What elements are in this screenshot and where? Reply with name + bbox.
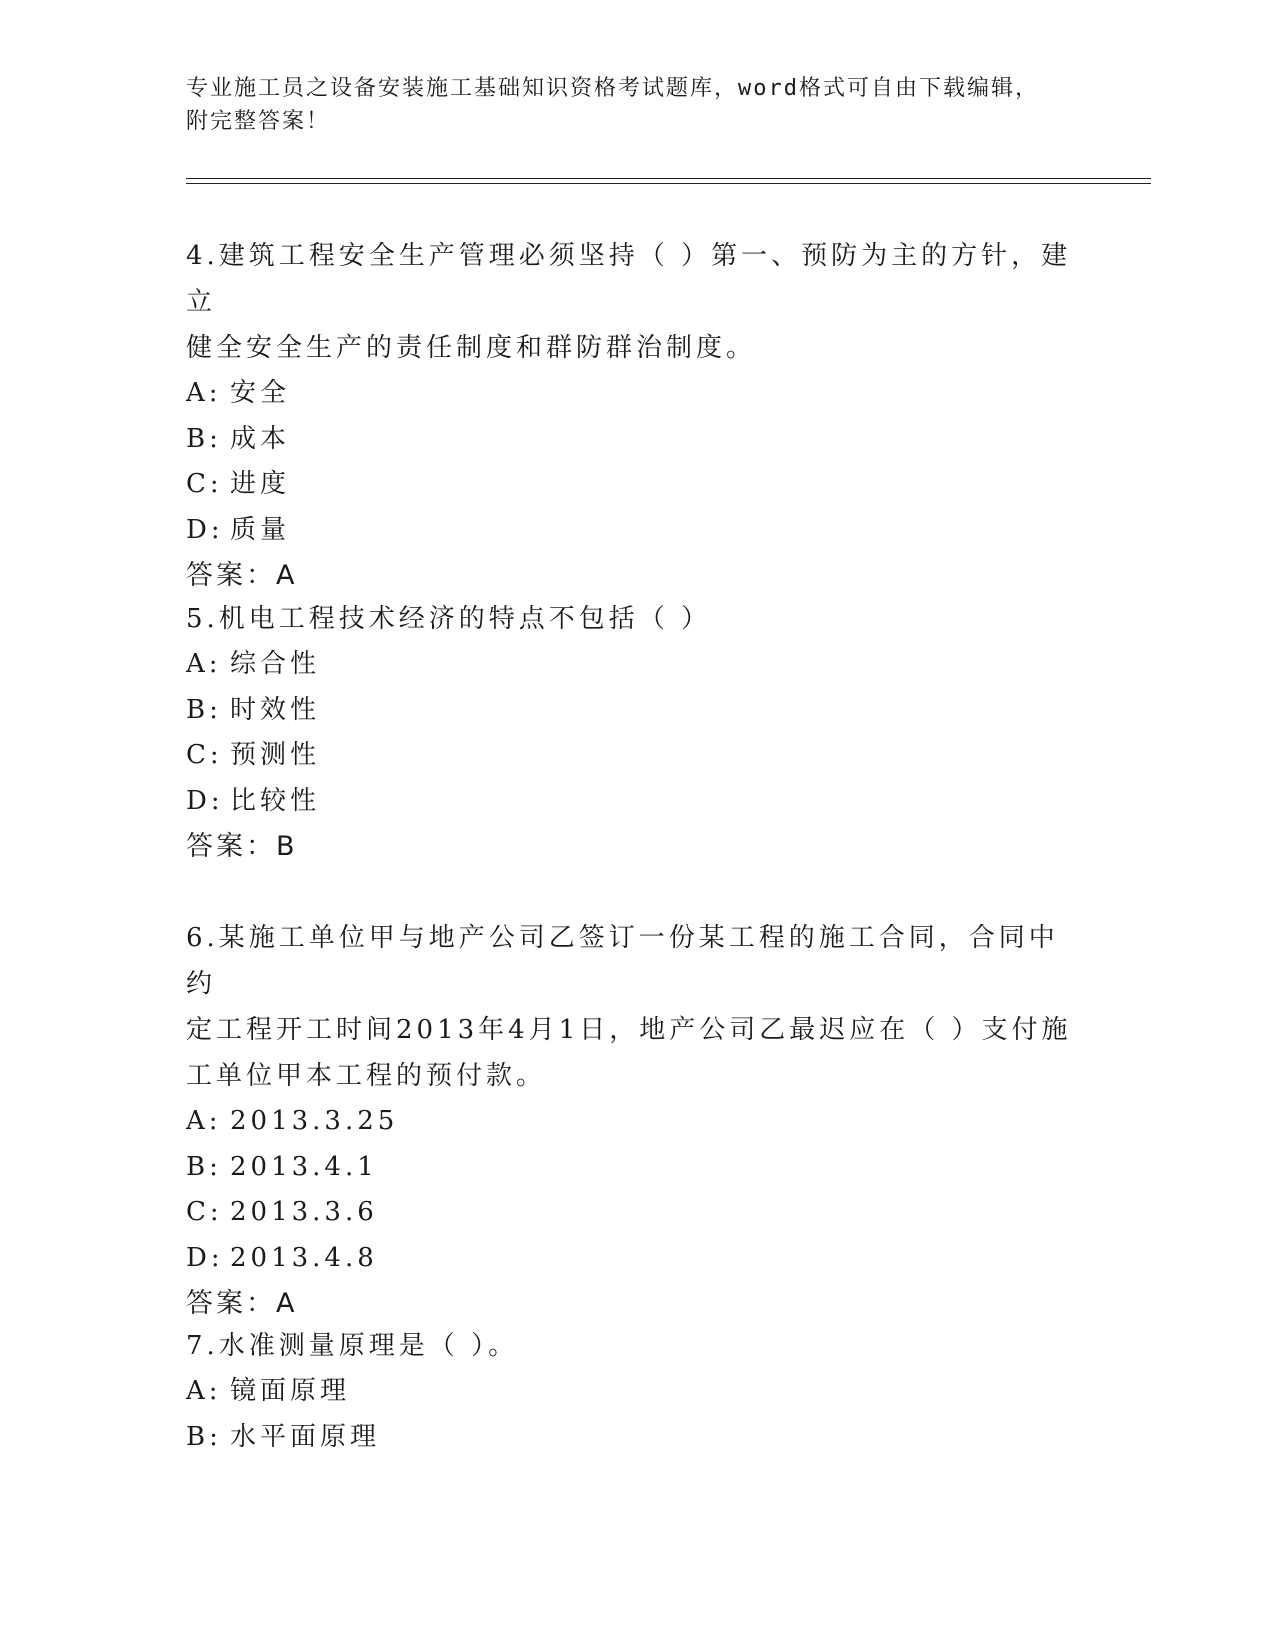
option-letter: A: <box>186 649 222 679</box>
option-letter: A: <box>186 378 222 408</box>
option-text: 比较性 <box>230 785 321 816</box>
question-stem-line: 定工程开工时间2013年4月1日，地产公司乙最迟应在（ ）支付施 <box>186 1015 1072 1045</box>
option-text: 2013.4.1 <box>230 1151 378 1182</box>
option-text: 成本 <box>230 423 291 454</box>
option-a <box>186 1099 1086 1145</box>
option-text: 安全 <box>230 378 291 408</box>
question-stem-line: 7.水准测量原理是（ ）。 <box>186 1331 519 1361</box>
option-letter: B: <box>186 423 222 454</box>
option-text: 时效性 <box>230 694 321 725</box>
option-letter: B: <box>186 1421 222 1452</box>
answer-line: 答案：B <box>186 831 298 862</box>
question-5 <box>186 596 1086 870</box>
question-7 <box>186 1323 1086 1460</box>
option-c <box>186 462 1086 508</box>
option-text: 2013.4.8 <box>230 1242 378 1273</box>
option-text: 水平面原理 <box>230 1421 381 1452</box>
option-b <box>186 417 1086 463</box>
option-letter: C: <box>186 1197 223 1227</box>
option-text: 预测性 <box>230 740 321 770</box>
answer-line: 答案：A <box>186 560 298 591</box>
option-c <box>186 1190 1086 1236</box>
option-b <box>186 1415 1086 1461</box>
option-a <box>186 1369 1086 1415</box>
header-divider-bottom <box>186 183 1151 184</box>
option-letter: D: <box>186 785 224 816</box>
header-divider-top <box>186 178 1151 179</box>
question-stem-line: 工单位甲本工程的预付款。 <box>186 1061 547 1091</box>
option-text: 进度 <box>230 469 291 499</box>
option-d <box>186 779 1086 825</box>
option-text: 2013.3.6 <box>230 1197 378 1227</box>
option-letter: A: <box>186 1106 222 1136</box>
option-b <box>186 688 1086 734</box>
answer-line: 答案：A <box>186 1288 298 1319</box>
header-line-2: 附完整答案！ <box>186 109 331 134</box>
question-4 <box>186 233 1086 599</box>
option-d <box>186 1236 1086 1282</box>
option-a <box>186 642 1086 688</box>
option-c <box>186 733 1086 779</box>
option-b <box>186 1145 1086 1191</box>
option-letter: B: <box>186 694 222 725</box>
question-6 <box>186 915 1086 1327</box>
option-text: 质量 <box>230 514 291 545</box>
question-stem-line: 6.某施工单位甲与地产公司乙签订一份某工程的施工合同，合同中约 <box>186 923 1059 999</box>
option-letter: C: <box>186 740 223 770</box>
option-letter: A: <box>186 1376 222 1406</box>
option-letter: D: <box>186 1242 224 1273</box>
option-text: 2013.3.25 <box>230 1106 399 1136</box>
question-stem-line: 4.建筑工程安全生产管理必须坚持（ ）第一、预防为主的方针，建立 <box>186 241 1072 317</box>
document-header <box>186 72 1086 138</box>
option-letter: C: <box>186 469 223 499</box>
header-line-1: 专业施工员之设备安装施工基础知识资格考试题库，word格式可自由下载编辑， <box>186 76 1039 101</box>
option-a <box>186 371 1086 417</box>
option-text: 镜面原理 <box>230 1376 351 1406</box>
option-d <box>186 508 1086 554</box>
question-stem-line: 健全安全生产的责任制度和群防群治制度。 <box>186 333 757 363</box>
question-stem-line: 5.机电工程技术经济的特点不包括（ ） <box>186 604 712 634</box>
option-letter: B: <box>186 1151 222 1182</box>
option-text: 综合性 <box>230 649 321 679</box>
option-letter: D: <box>186 514 224 545</box>
